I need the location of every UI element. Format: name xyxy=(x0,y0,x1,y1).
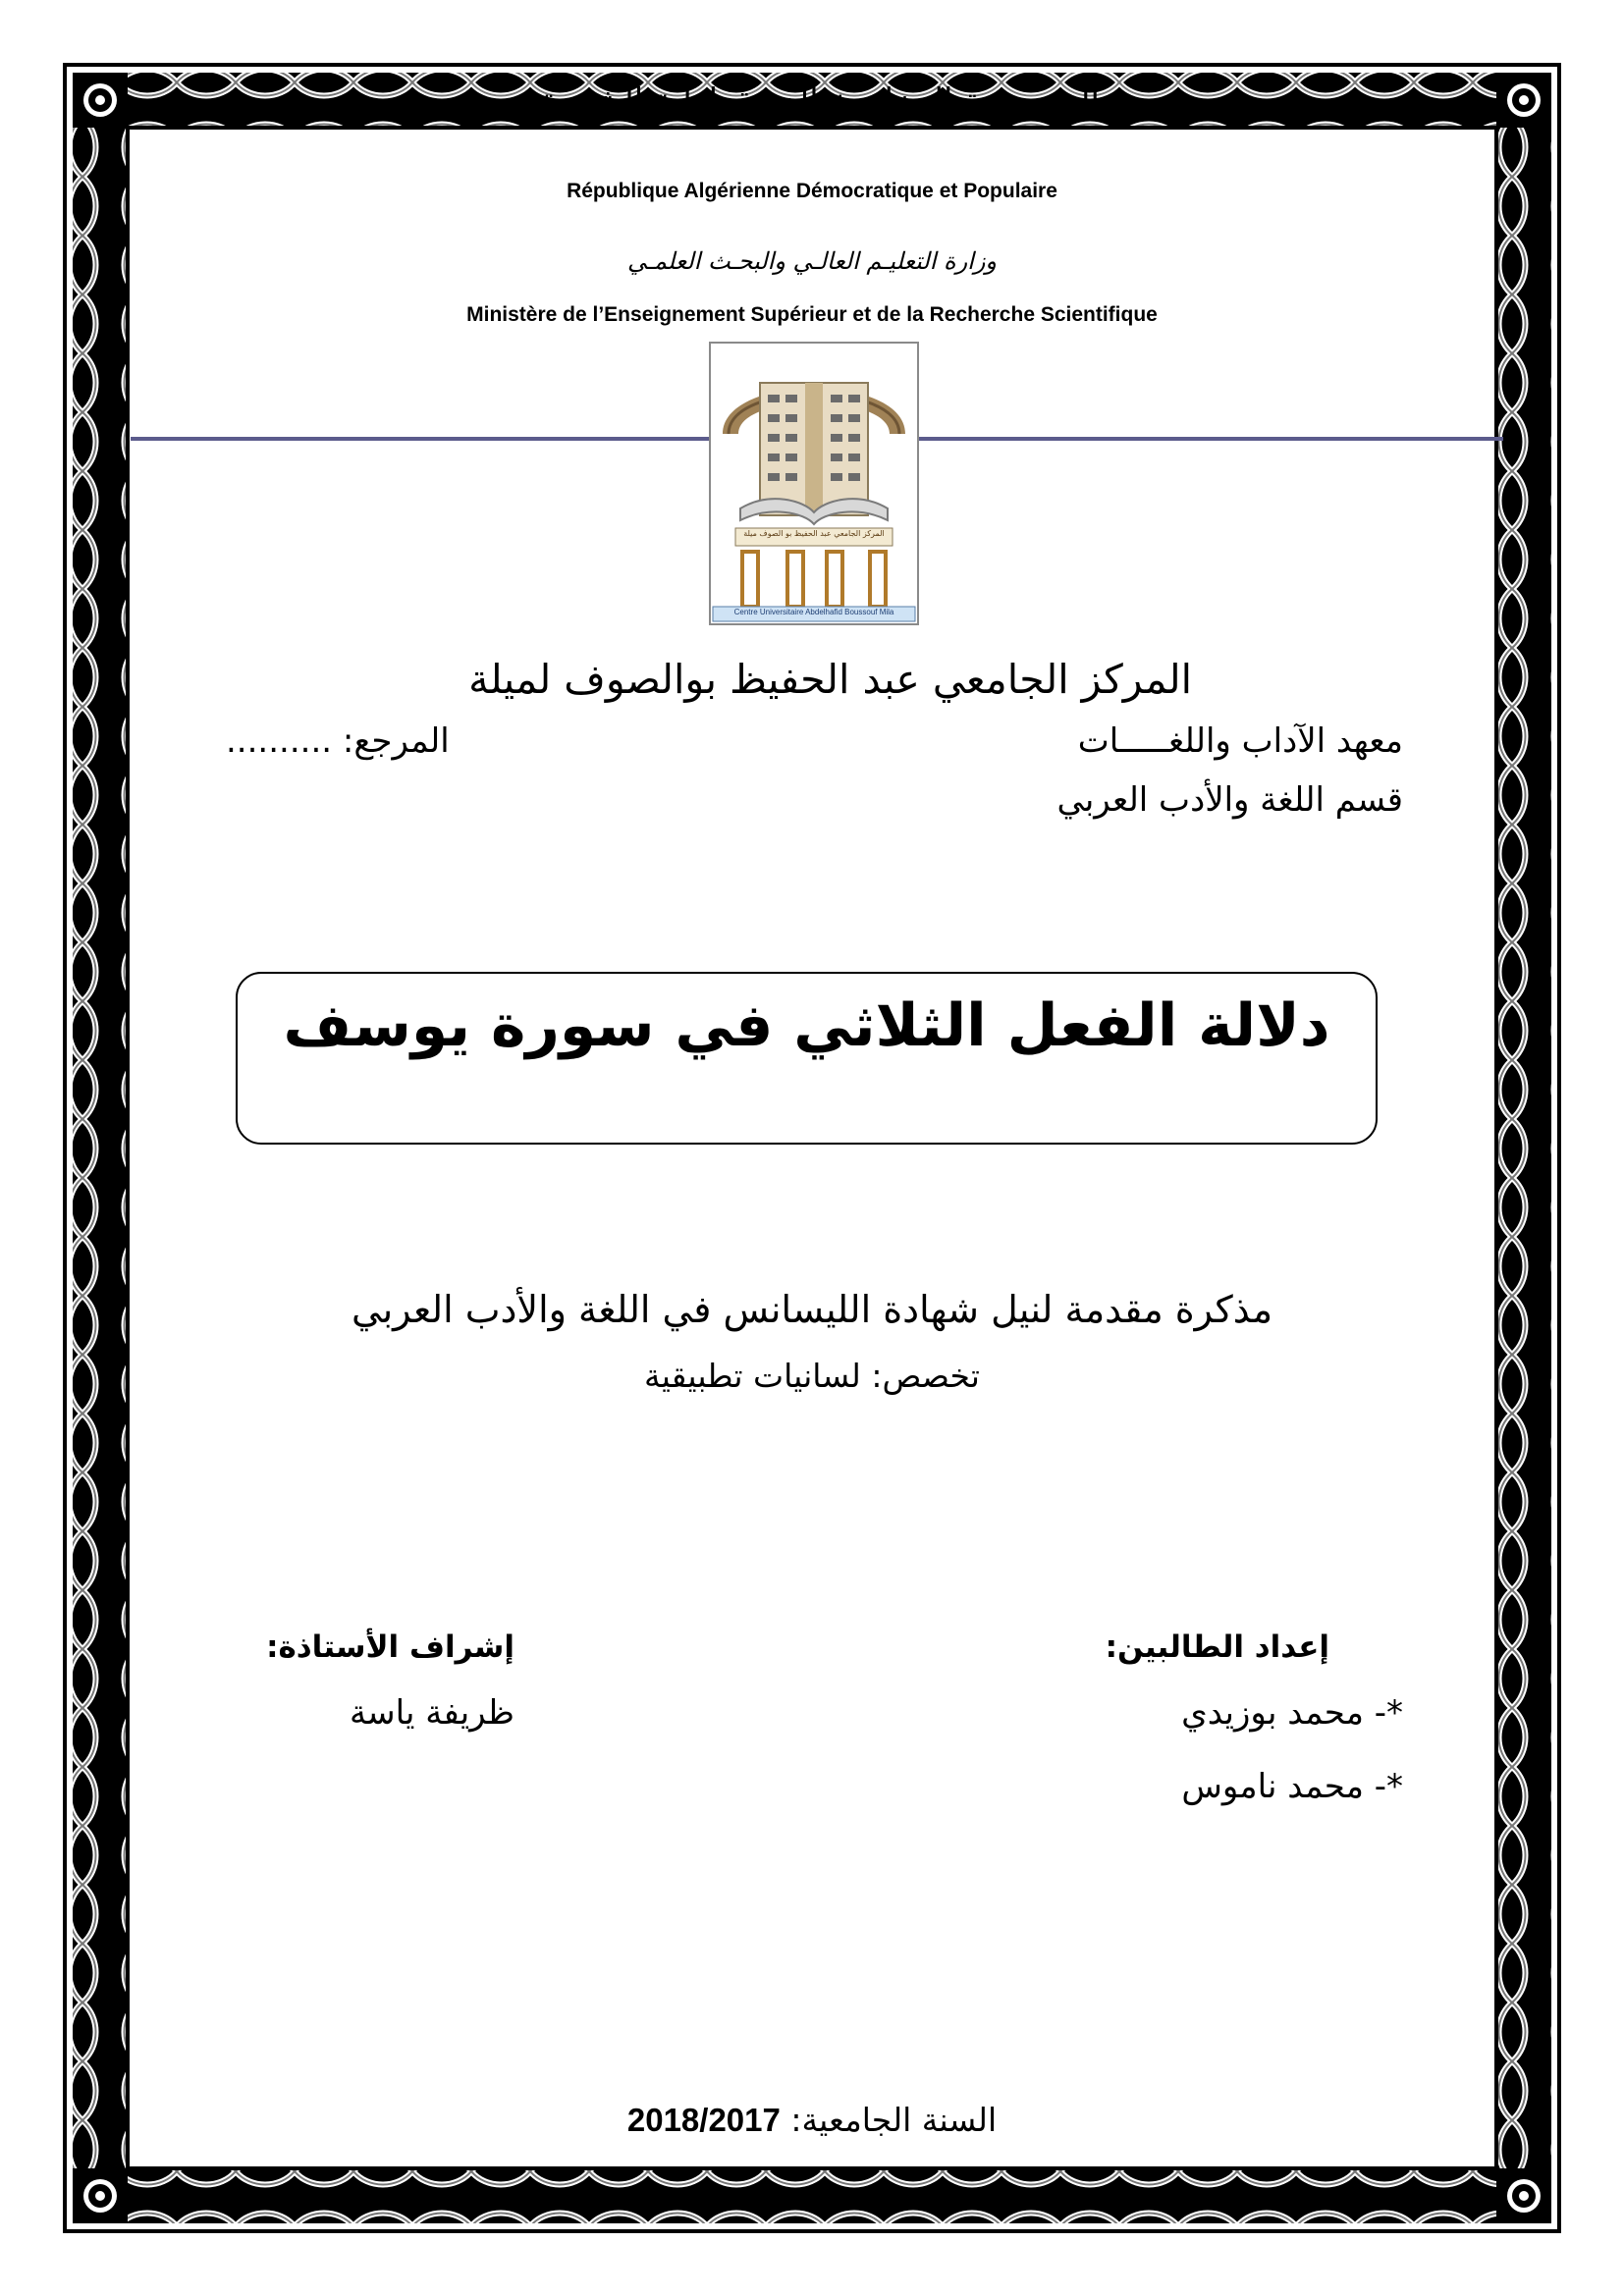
republic-name-arabic: الجمهورية الجزائرية الديمقراطية الشعبية xyxy=(539,81,1100,121)
student-name: *- محمد ناموس xyxy=(1181,1767,1403,1806)
academic-year-value: 2018/2017 xyxy=(626,2102,781,2138)
memo-description: مذكرة مقدمة لنيل شهادة الليسانس في اللغة والأدب العربي xyxy=(351,1288,1273,1331)
university-logo xyxy=(709,342,919,625)
supervisor-name: ظريفة ياسة xyxy=(349,1693,514,1733)
student-name: *- محمد بوزيدي xyxy=(1181,1693,1403,1733)
supervision-heading: إشراف الأستاذة: xyxy=(266,1629,514,1665)
republic-name-french: République Algérienne Démocratique et Populaire xyxy=(567,180,1057,202)
specialty-line: تخصص: لسانيات تطبيقية xyxy=(644,1357,980,1395)
logo-arabic-caption: المركز الجامعي عبد الحفيظ بو الصوف ميلة xyxy=(743,529,885,538)
logo-latin-caption: Centre Universitaire Abdelhafid Boussouf Mila xyxy=(733,608,894,616)
institution-name: المركز الجامعي عبد الحفيظ بوالصوف لميلة xyxy=(468,656,1192,703)
thesis-title: دلالة الفعل الثلاثي في سورة يوسف xyxy=(283,991,1330,1060)
department-name: قسم اللغة والأدب العربي xyxy=(1056,780,1403,820)
prepared-by-heading: إعداد الطالبين: xyxy=(1105,1629,1329,1665)
ministry-name-french: Ministère de l’Enseignement Supérieur et de la Recherche Scientifique xyxy=(466,303,1158,326)
institute-name: معهد الآداب واللغـــــات xyxy=(1077,721,1403,761)
academic-year-label: السنة الجامعية: xyxy=(790,2101,998,2139)
academic-year xyxy=(0,2101,1624,2139)
ministry-name-arabic: وزارة التعليـم العالـي والبحـث العلمـي xyxy=(626,247,998,275)
reference-label: المرجع: .......... xyxy=(226,721,450,761)
